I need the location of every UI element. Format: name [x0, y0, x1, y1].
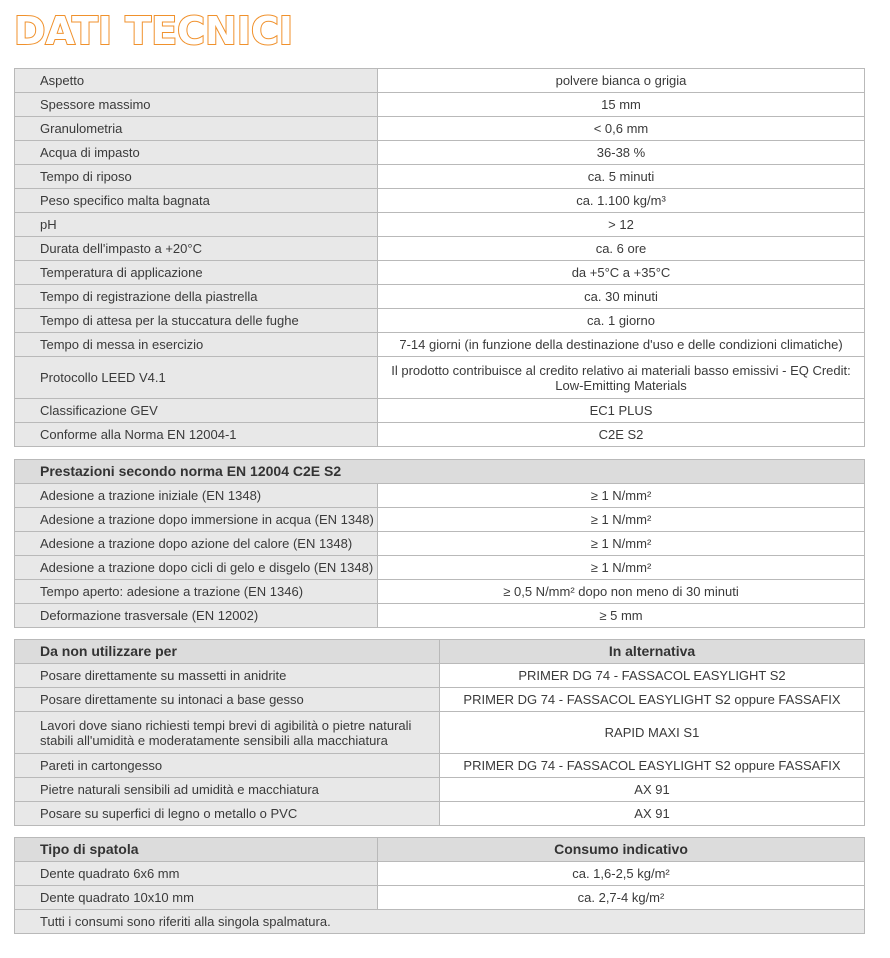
row-value: RAPID MAXI S1: [440, 712, 865, 754]
table-row: [15, 423, 865, 447]
row-value: ca. 2,7-4 kg/m²: [378, 886, 865, 910]
row-label: Aspetto: [15, 69, 378, 93]
row-value: ca. 5 minuti: [378, 165, 865, 189]
row-value: 15 mm: [378, 93, 865, 117]
table-row: [15, 688, 865, 712]
row-label: Dente quadrato 10x10 mm: [15, 886, 378, 910]
row-value: Il prodotto contribuisce al credito relativo ai materiali basso emissivi - EQ Credit: Low-Emitting Materials: [378, 357, 865, 399]
row-label: pH: [15, 213, 378, 237]
table-row: [15, 484, 865, 508]
table-row: [15, 333, 865, 357]
table-row: [15, 69, 865, 93]
performance-header: Prestazioni secondo norma EN 12004 C2E S2: [15, 460, 865, 484]
row-label: Conforme alla Norma EN 12004-1: [15, 423, 378, 447]
row-label: Spessore massimo: [15, 93, 378, 117]
row-value: ca. 6 ore: [378, 237, 865, 261]
table-row: [15, 712, 865, 754]
row-label: Lavori dove siano richiesti tempi brevi di agibilità o pietre naturali stabili all'umidità e moderatamente sensibili alla macchiatura: [15, 712, 440, 754]
row-value: ca. 30 minuti: [378, 285, 865, 309]
row-label: Tempo di riposo: [15, 165, 378, 189]
consumption-header: Consumo indicativo: [378, 838, 865, 862]
row-value: ≥ 1 N/mm²: [378, 532, 865, 556]
row-value: PRIMER DG 74 - FASSACOL EASYLIGHT S2: [440, 664, 865, 688]
row-label: Pareti in cartongesso: [15, 754, 440, 778]
table-row: [15, 189, 865, 213]
row-value: > 12: [378, 213, 865, 237]
row-label: Peso specifico malta bagnata: [15, 189, 378, 213]
row-value: PRIMER DG 74 - FASSACOL EASYLIGHT S2 oppure FASSAFIX: [440, 688, 865, 712]
row-value: AX 91: [440, 778, 865, 802]
table-row: [15, 141, 865, 165]
row-label: Deformazione trasversale (EN 12002): [15, 604, 378, 628]
technical-data-table: [14, 68, 865, 447]
row-label: Granulometria: [15, 117, 378, 141]
row-label: Classificazione GEV: [15, 399, 378, 423]
row-value: ca. 1,6-2,5 kg/m²: [378, 862, 865, 886]
table-row: [15, 285, 865, 309]
row-label: Acqua di impasto: [15, 141, 378, 165]
table-row: [15, 357, 865, 399]
row-value: ≥ 5 mm: [378, 604, 865, 628]
row-label: Adesione a trazione iniziale (EN 1348): [15, 484, 378, 508]
table-row: [15, 399, 865, 423]
consumption-table: [14, 837, 865, 934]
table-row: [15, 532, 865, 556]
row-value: ≥ 1 N/mm²: [378, 484, 865, 508]
not-to-use-table: [14, 639, 865, 826]
table-row: [15, 93, 865, 117]
row-value: AX 91: [440, 802, 865, 826]
table-row: [15, 754, 865, 778]
table-row: [15, 580, 865, 604]
alternative-header: In alternativa: [440, 640, 865, 664]
row-value: da +5°C a +35°C: [378, 261, 865, 285]
table-row: [15, 117, 865, 141]
row-label: Adesione a trazione dopo immersione in acqua (EN 1348): [15, 508, 378, 532]
page-title: DATI TECNICI: [14, 9, 294, 53]
row-value: < 0,6 mm: [378, 117, 865, 141]
table-row: [15, 261, 865, 285]
table-row: [15, 213, 865, 237]
table-row: [15, 604, 865, 628]
row-label: Posare direttamente su massetti in anidrite: [15, 664, 440, 688]
trowel-type-header: Tipo di spatola: [15, 838, 378, 862]
not-to-use-header: Da non utilizzare per: [15, 640, 440, 664]
table-row: [15, 508, 865, 532]
table-row: [15, 664, 865, 688]
row-label: Tempo di messa in esercizio: [15, 333, 378, 357]
row-value: ≥ 0,5 N/mm² dopo non meno di 30 minuti: [378, 580, 865, 604]
row-value: 36-38 %: [378, 141, 865, 165]
row-value: PRIMER DG 74 - FASSACOL EASYLIGHT S2 oppure FASSAFIX: [440, 754, 865, 778]
row-label: Tempo di registrazione della piastrella: [15, 285, 378, 309]
row-label: Tempo aperto: adesione a trazione (EN 1346): [15, 580, 378, 604]
row-value: C2E S2: [378, 423, 865, 447]
table-row: [15, 165, 865, 189]
row-label: Durata dell'impasto a +20°C: [15, 237, 378, 261]
table-row: [15, 556, 865, 580]
table-row: [15, 802, 865, 826]
table-row: [15, 778, 865, 802]
row-value: ca. 1.100 kg/m³: [378, 189, 865, 213]
table-row: [15, 237, 865, 261]
row-label: Pietre naturali sensibili ad umidità e macchiatura: [15, 778, 440, 802]
row-label: Posare direttamente su intonaci a base gesso: [15, 688, 440, 712]
table-row: [15, 862, 865, 886]
row-value: 7-14 giorni (in funzione della destinazione d'uso e delle condizioni climatiche): [378, 333, 865, 357]
row-label: Adesione a trazione dopo cicli di gelo e disgelo (EN 1348): [15, 556, 378, 580]
row-value: ca. 1 giorno: [378, 309, 865, 333]
row-label: Tempo di attesa per la stuccatura delle fughe: [15, 309, 378, 333]
table-row: [15, 309, 865, 333]
consumption-note: Tutti i consumi sono riferiti alla singola spalmatura.: [15, 910, 865, 934]
row-value: ≥ 1 N/mm²: [378, 556, 865, 580]
row-label: Adesione a trazione dopo azione del calore (EN 1348): [15, 532, 378, 556]
row-value: EC1 PLUS: [378, 399, 865, 423]
row-value: ≥ 1 N/mm²: [378, 508, 865, 532]
table-row: [15, 886, 865, 910]
performance-table: [14, 459, 865, 628]
row-label: Posare su superfici di legno o metallo o PVC: [15, 802, 440, 826]
row-label: Dente quadrato 6x6 mm: [15, 862, 378, 886]
row-label: Protocollo LEED V4.1: [15, 357, 378, 399]
row-label: Temperatura di applicazione: [15, 261, 378, 285]
row-value: polvere bianca o grigia: [378, 69, 865, 93]
